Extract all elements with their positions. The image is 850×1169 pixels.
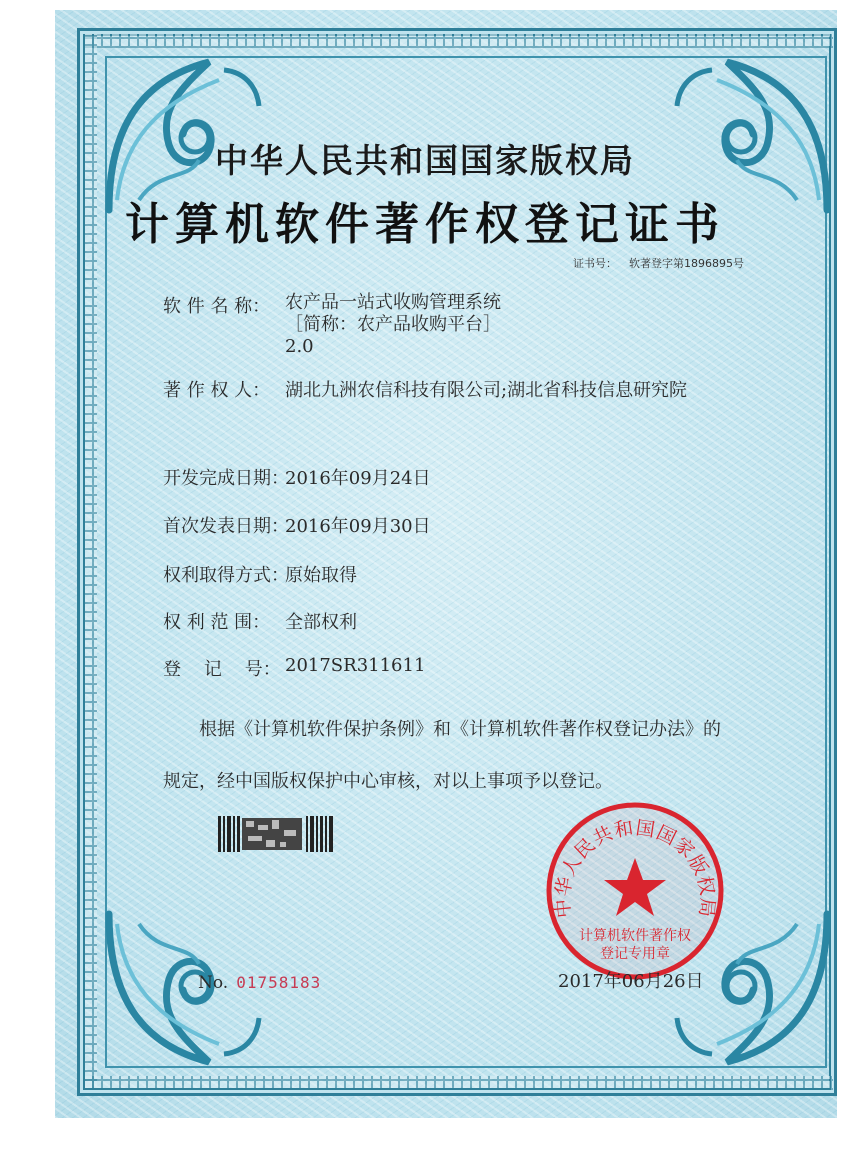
field-scope xyxy=(163,608,357,634)
serial-number xyxy=(198,973,321,993)
issuer-heading: 中华人民共和国国家版权局 xyxy=(215,141,635,180)
field-copyright-owner xyxy=(163,376,687,402)
certificate-number-label: 证书号： xyxy=(573,257,617,270)
field-publish-date xyxy=(163,512,431,538)
field-value: 2016年09月24日 xyxy=(285,468,431,489)
field-acquisition xyxy=(163,561,357,587)
certificate-number xyxy=(573,255,744,271)
certificate-title: 计算机软件著作权登记证书 xyxy=(125,199,725,250)
seal-line-2: 登记专用章 xyxy=(600,946,670,962)
field-label: 登 记 号： xyxy=(163,659,281,680)
field-value: 湖北九洲农信科技有限公司;湖北省科技信息研究院 xyxy=(285,380,688,401)
field-label: 开发完成日期： xyxy=(163,468,289,489)
field-label: 著 作 权 人： xyxy=(163,380,271,401)
field-label: 权 利 范 围： xyxy=(163,612,271,633)
serial-label: No. xyxy=(198,973,229,993)
field-value: 2016年09月30日 xyxy=(285,516,431,537)
field-value xyxy=(285,292,501,358)
statement-line-1: 根据《计算机软件保护条例》和《计算机软件著作权登记办法》的 xyxy=(163,719,721,740)
official-seal-icon xyxy=(544,800,726,982)
field-label: 软 件 名 称： xyxy=(163,296,271,317)
statement-line-2: 规定，经中国版权保护中心审核，对以上事项予以登记。 xyxy=(163,771,613,792)
software-short-name: ［简称：农产品收购平台］ xyxy=(285,314,501,335)
barcode-icon xyxy=(218,816,334,852)
field-registration-number xyxy=(163,655,425,681)
greek-key-border-bottom xyxy=(83,1076,833,1090)
seal-line-1: 计算机软件著作权 xyxy=(579,928,691,944)
greek-key-border-top xyxy=(83,34,833,48)
field-label: 首次发表日期： xyxy=(163,516,289,537)
seal-outer-text: 中华人民共和国国家版权局 xyxy=(551,816,719,919)
field-value: 全部权利 xyxy=(285,612,357,633)
field-software-name xyxy=(163,292,501,358)
software-name: 农产品一站式收购管理系统 xyxy=(285,292,501,313)
field-completion-date xyxy=(163,464,431,490)
software-version: 2.0 xyxy=(285,336,314,357)
field-label: 权利取得方式： xyxy=(163,565,289,586)
field-value: 2017SR311611 xyxy=(285,655,426,676)
field-value: 原始取得 xyxy=(285,565,357,586)
serial-value: 01758183 xyxy=(236,973,322,992)
certificate-number-value: 软著登字第1896895号 xyxy=(629,257,744,270)
issue-date: 2017年06月26日 xyxy=(558,971,704,992)
